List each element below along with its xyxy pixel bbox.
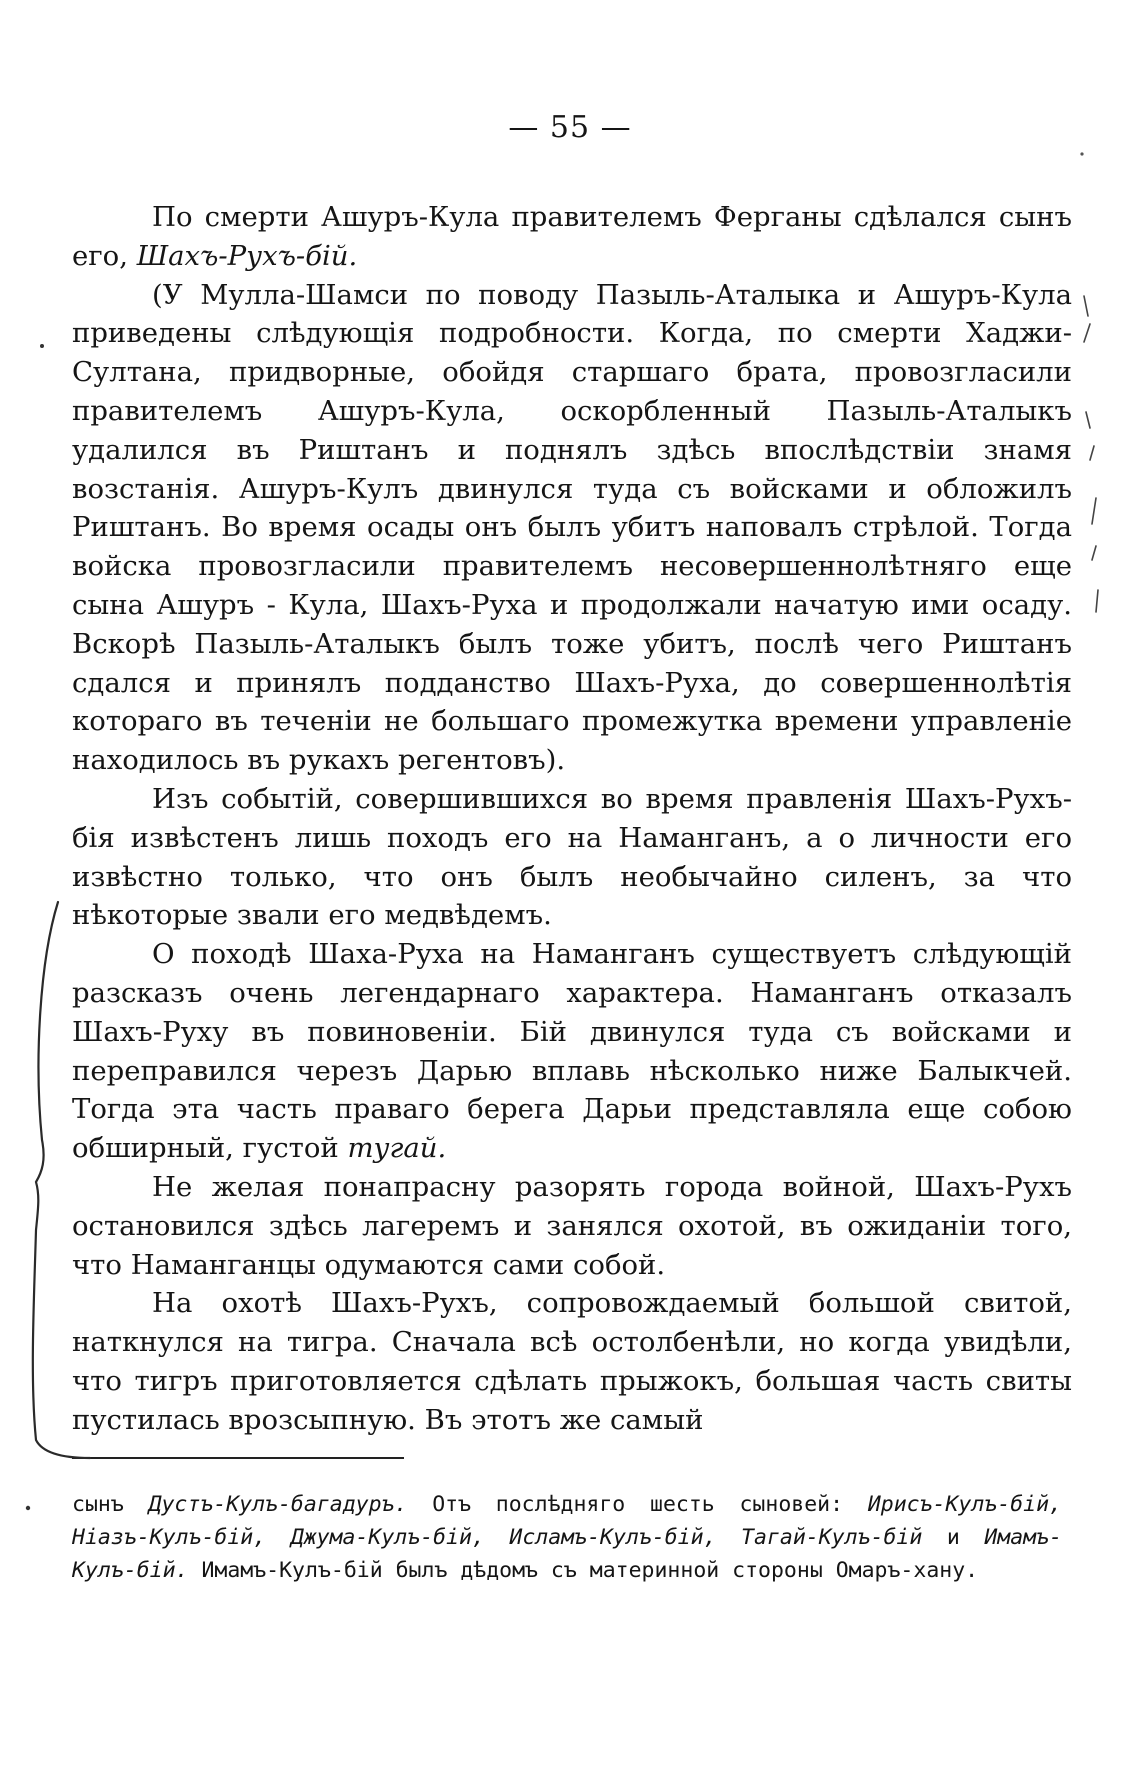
italic-run: Дустъ-Кулъ-багадуръ. xyxy=(148,1492,408,1517)
text-run: Имамъ-Кулъ-бій былъ дѣдомъ съ материнной стороны Омаръ-хану. xyxy=(188,1558,979,1583)
italic-run: тугай. xyxy=(347,1132,447,1165)
paragraph xyxy=(72,780,1072,935)
text-run: и xyxy=(922,1525,985,1550)
right-margin-mark xyxy=(1084,296,1098,612)
footnote-separator xyxy=(72,1457,404,1459)
italic-run: Имамъ-Кулъ-бій. xyxy=(72,1525,1062,1583)
text-run: По смерти Ашуръ-Кула правителемъ Ферганы сдѣлался сынъ его, xyxy=(72,201,1072,272)
text-run: Изъ событій, совершившихся во время правленія Шахъ-Рухъ-бія извѣстенъ лишь походъ его на Наманганъ, а о личности его извѣстно только, что онъ былъ необычайно силенъ, за что нѣкоторые звали его медвѣдемъ. xyxy=(72,782,1072,932)
text-run: О походѣ Шаха-Руха на Наманганъ существуетъ слѣдующій разсказъ очень легендарнаго характера. Наманганъ отказалъ Шахъ-Руху въ повиновеніи. Бій двинулся туда съ войсками и переправился черезъ Дарью вплавь нѣсколько ниже Балыкчей. Тогда эта часть праваго берега Дарьи представляла еще собою обширный, густой xyxy=(72,938,1072,1165)
italic-run: Ирисъ-Кулъ-бій, Ніазъ-Кулъ-бій, Джума-Кулъ-бій, Исламъ-Кулъ-бій, Тагай-Кулъ-бій xyxy=(72,1492,1062,1550)
page-number: — 55 — xyxy=(508,110,632,145)
text-run: Отъ послѣдняго шесть сыновей: xyxy=(407,1492,868,1517)
paragraph xyxy=(72,276,1072,780)
text-run: (У Мулла-Шамси по поводу Пазыль-Аталыка и Ашуръ-Кула приведены слѣдующія подробности. Когда, по смерти Хаджи-Султана, придворные, обойдя старшаго брата, провозгласили правителемъ Ашуръ-Кула, оскорбленный Пазыль-Аталыкъ удалился въ Риштанъ и поднялъ здѣсь впослѣдствіи знамя возстанія. Ашуръ-Кулъ двинулся туда съ войсками и обложилъ Риштанъ. Во время осады онъ былъ убитъ наповалъ стрѣлой. Тогда войска провозгласили правителемъ несовершеннолѣтняго еще сына Ашуръ - Кула, Шахъ-Руха и продолжали начатую ими осаду. Вскорѣ Пазыль-Аталыкъ былъ тоже убитъ, послѣ чего Риштанъ сдался и принялъ подданство Шахъ-Руха, до совершеннолѣтія котораго въ теченіи не большаго промежутка времени управленіе находилось въ рукахъ регентовъ). xyxy=(72,278,1072,777)
footnote xyxy=(72,1488,1062,1587)
margin-dot xyxy=(26,1506,30,1510)
text-run: Не желая понапрасну разорять города войной, Шахъ-Рухъ остановился здѣсь лагеремъ и занялся охотой, въ ожиданіи того, что Наманганцы одумаются сами собой. xyxy=(72,1170,1072,1281)
italic-run: Шахъ-Рухъ-бій. xyxy=(136,239,358,272)
footnote-text xyxy=(72,1488,1062,1587)
text-run: На охотѣ Шахъ-Рухъ, сопровождаемый большой свитой, наткнулся на тигра. Сначала всѣ остолбенѣли, но когда увидѣли, что тигръ приготовляется сдѣлать прыжокъ, большая часть свиты пустилась врозсыпную. Въ этотъ же самый xyxy=(72,1287,1072,1436)
paragraph xyxy=(72,198,1072,276)
text-run: сынъ xyxy=(72,1492,149,1517)
paragraph xyxy=(72,935,1072,1168)
margin-dot xyxy=(1080,152,1083,155)
main-text xyxy=(72,198,1072,1440)
paragraph xyxy=(72,1168,1072,1284)
paragraph xyxy=(72,1284,1072,1439)
margin-dot xyxy=(40,344,44,348)
